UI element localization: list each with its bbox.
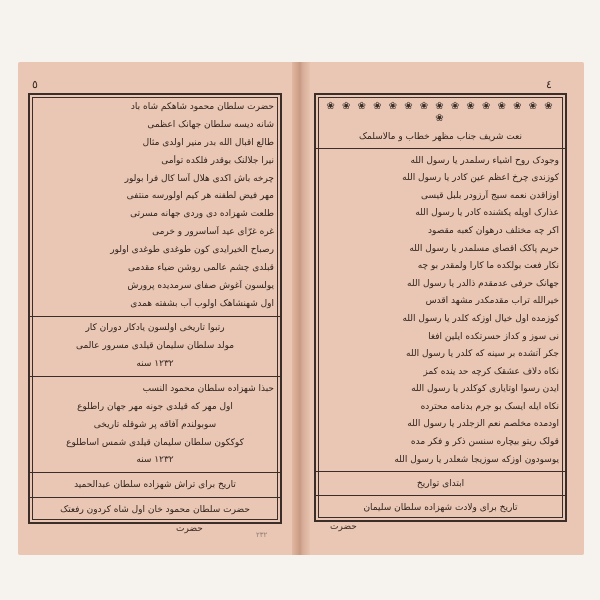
right_page-line: نی سوز و کداز حسرتکده ایلین افغا [428,331,559,342]
left_page-line: حضرت سلطان محمود خان اول شاه کردون رفعتک [60,504,250,515]
ornament-border: ❀ ❀ ❀ ❀ ❀ ❀ ❀ ❀ ❀ ❀ ❀ ❀ ❀ ❀ ❀ ❀ [326,101,555,124]
divider-rule [30,497,280,498]
left_page-line: شانه دیسه سلطان جهانک اعظمی [147,119,274,130]
book-gutter [292,62,310,555]
right_page-line: ایدن رسوا اوتایاری کوکلدر یا رسول الله [411,384,559,395]
left_page-line: ١٢٣٢ سنه [136,359,174,370]
divider-rule [316,148,565,149]
left_page-line: مهر فیض لطفنه هر کیم اولورسه منتفی [126,191,274,202]
right_page-line: جکر آتشده بر سینه که کلدر یا رسول الله [406,349,559,360]
divider-rule [30,472,280,473]
right-text-block [322,101,559,514]
right_page-line: یوسودون اوزکه سوزیجا شعلدر یا رسول الله [394,454,559,465]
right_page-line: اوزاقدن نعمه سیج آرزودر بلبل قیسی [420,190,559,201]
right_page-line: کوزندی چرخ اعظم عین کادر یا رسول الله [402,173,559,184]
right_page-line: حریم پاکک اقصای مسلمدر یا رسول الله [409,243,559,254]
right_page-line: ابتدای تواریخ [416,478,465,489]
left_page-line: رتبوا تاریخی اولسون یادکار دوران کار [85,323,225,334]
right_page-line: عذارک اوپله یکشنده کادر یا رسول الله [415,208,559,219]
right_page-line: نعت شریف جناب مظهر خطاب و مالاسلمک [359,131,522,142]
right_page-line: تاریخ برای ولادت شهزاده سلطان سلیمان [363,502,518,513]
left_page-line: حضرت سلطان محمود شاهکم شاه باد [130,102,274,112]
divider-rule [30,316,280,317]
right-catchword: حضرت [330,522,357,532]
left_page-line: حبذا شهزاده سلطان محمود النسب [142,383,274,394]
left_page-line: سوبولندم آفاقه پر شوقله تاریخی [93,419,217,430]
right_page-line: نکاه دلاف عشقک کرچه حد ینده کمز [423,366,559,377]
left_page-line: اول شهنشاهک اولوب آب بشفته همدی [130,298,274,309]
right_page-line: کوزمده اول خیال اوزکه کلدر یا رسول الله [402,313,559,324]
right_page-line: اکر چه مختلف درهوان کعبه مقصود [428,226,559,237]
right_page-line: وجودک روح اشیاء رسلمدر یا رسول الله [410,155,559,166]
left_page-line: اول مهر که قیلدی جونه مهر جهان راطلوع [77,401,233,412]
right_page-line: نکاه ایله ایسک بو جرم بدنامه محترده [420,401,559,412]
left_page-line: مولد سلطان سلیمان قیلدی مسرور عالمی [75,341,235,352]
left_page-line: رصباح الخیرایدی کون طوغدی طوغدی اولور [110,245,274,255]
right_page-line: نکار فعت بولکده ما کارا ولمقدر بو چه [417,261,559,272]
right_page-line: اودمده مخلصم نعم الزجلدر یا رسول الله [407,419,559,430]
divider-rule [30,376,280,377]
right-text-frame [314,93,567,522]
left_page-line: طالع اقبال الله بدر منیر اولدی مثال [142,137,274,148]
left-page-number: ٥ [32,78,38,91]
right_page-line: جهانک حرفی عدمقدم ذالدر یا رسول الله [407,278,559,289]
left_page-line: طلعت شهزاده دی وردی جهانه مسرتی [130,209,274,220]
divider-rule [316,495,565,496]
left_page-line: ١٢٣٢ سنه [136,455,174,466]
left_page-line: کوککون سلطان سلیمان قیلدی شمس اساطلوع [66,437,244,448]
left_page-line: تاریخ برای تراش شهزاده سلطان عبدالحمید [74,480,236,491]
left-text-frame [28,93,282,524]
library-stamp: ٢٣٢ [256,531,268,539]
left-catchword: حضرت [176,524,203,534]
left_page-line: غره غرّای عید آساسرور و خرمی [152,227,274,238]
left_page-line: چرخه باش اکدی هلال آسا کال فرا بولور [124,173,274,184]
left_page-line: یولسون آغوش صفای سرمدیده پرورش [127,280,274,291]
right-page-number: ٤ [546,78,552,91]
right_page-line: قولک ریتو بیچاره سنسن ذکر و فکر مده [410,436,559,447]
left_page-line: قبلدی چشم عالمی روشن ضیاء مقدمی [127,262,274,273]
left-text-block [36,101,274,516]
left_page-line: نیرا جلالنک بوقدر فلکده توأمی [161,155,274,166]
right_page-line: خیرالله تراب مقدمکدر مشهد اقدس [425,296,559,307]
divider-rule [316,471,565,472]
